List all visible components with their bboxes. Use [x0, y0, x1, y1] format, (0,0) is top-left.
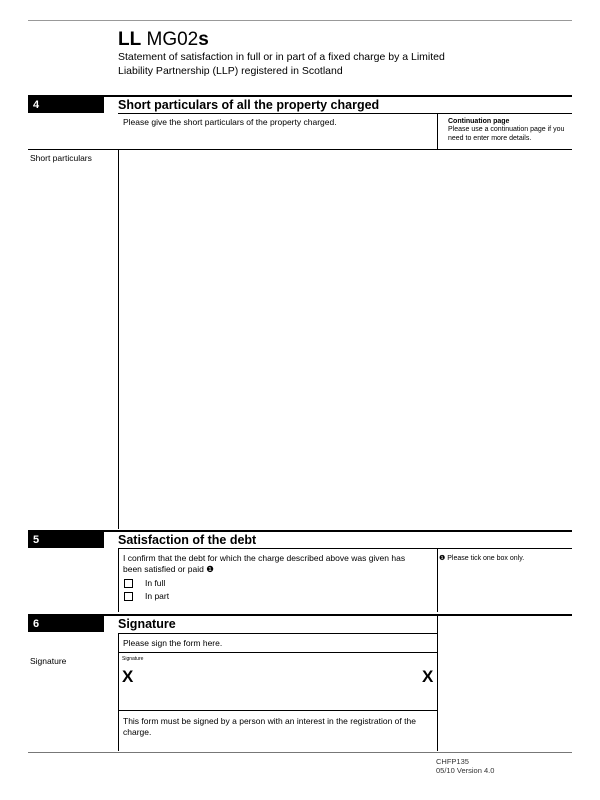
section4-note-divider: [437, 113, 438, 149]
section5-rule: [28, 530, 572, 532]
section4-number: 4: [28, 97, 104, 113]
signature-box-bottom: [118, 710, 437, 711]
section5-statement-text: I confirm that the debt for which the charge described above was given has been satisfied or paid: [123, 553, 406, 574]
section6-instruction: Please sign the form here.: [123, 638, 223, 648]
form-code-suffix: s: [198, 29, 209, 50]
section4-instruction: Please give the short particulars of the property charged.: [123, 117, 337, 127]
section5-left-edge: [118, 548, 119, 612]
footer-form-ref: CHFP135: [436, 757, 469, 766]
signature-box-caption: Signature: [122, 656, 144, 662]
section6-heading-underline: [118, 633, 437, 634]
section6-number: 6: [28, 616, 104, 632]
form-title: [118, 29, 209, 51]
section4-heading-underline: [118, 113, 572, 114]
section5-number: 5: [28, 532, 104, 548]
section6-right-edge: [437, 616, 438, 751]
signature-label: Signature: [30, 656, 67, 666]
in-part-checkbox[interactable]: [124, 592, 133, 601]
short-particulars-field[interactable]: [119, 150, 571, 528]
signature-field[interactable]: [119, 653, 436, 710]
section5-statement: [123, 553, 423, 575]
section6-heading: Signature: [118, 617, 176, 631]
bottom-rule: [28, 752, 572, 753]
section5-note-divider: [437, 548, 438, 612]
form-code-main: MG02: [146, 29, 199, 50]
form-code-prefix: LL: [118, 29, 142, 50]
in-part-label: In part: [145, 591, 170, 601]
in-full-label: In full: [145, 578, 166, 588]
continuation-note-title: Continuation page: [448, 118, 510, 125]
short-particulars-label: Short particulars: [30, 153, 92, 163]
section4-heading: Short particulars of all the property charged: [118, 98, 380, 112]
section5-heading-underline: [118, 548, 572, 549]
signature-end-x-icon: X: [422, 667, 434, 686]
signature-footnote: This form must be signed by a person with an interest in the registration of the charge.: [123, 716, 416, 737]
top-rule: [28, 20, 572, 21]
in-full-checkbox[interactable]: [124, 579, 133, 588]
section5-note: ❶ Please tick one box only.: [439, 555, 525, 562]
section5-heading: Satisfaction of the debt: [118, 533, 257, 547]
signature-start-x-icon: X: [122, 667, 134, 686]
footer-version: 05/10 Version 4.0: [436, 766, 495, 775]
continuation-note-body: Please use a continuation page if you need to enter more details.: [448, 126, 565, 142]
note-marker-icon: ❶: [206, 564, 214, 574]
form-subtitle: Statement of satisfaction in full or in part of a fixed charge by a Limited Liability Partnership (LLP) registered in Scotland: [118, 51, 445, 77]
section6-rule: [28, 614, 572, 616]
